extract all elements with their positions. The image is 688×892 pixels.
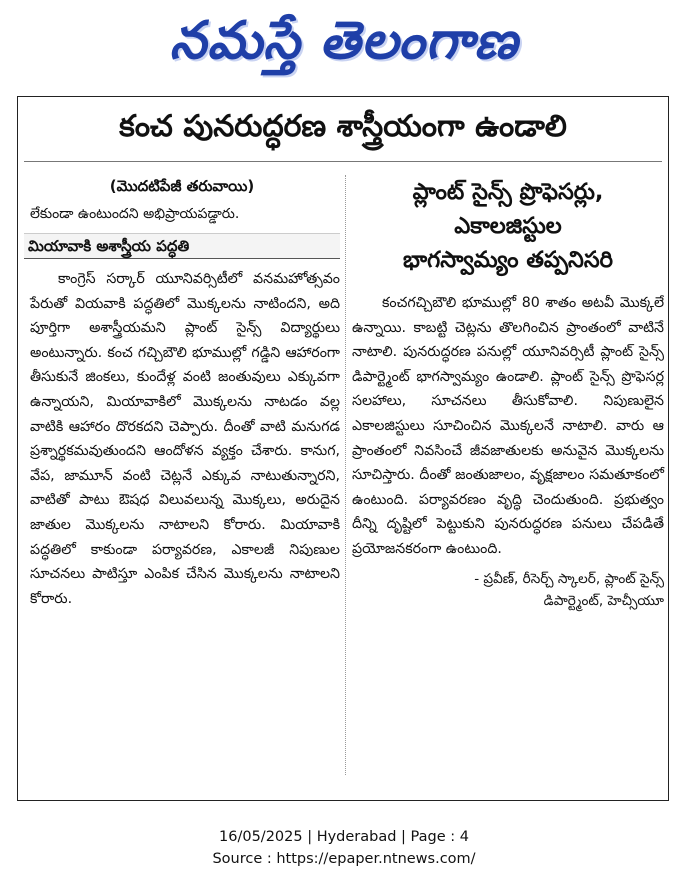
headline-rule — [24, 161, 662, 162]
masthead-logo — [0, 6, 688, 76]
left-column — [24, 175, 340, 611]
sidebar-title-line-1: ప్లాంట్ సైన్స్ ప్రొఫెసర్లు, — [412, 179, 604, 205]
byline-line-1: - ప్రవీణ్, రీసెర్చ్ స్కాలర్, ప్లాంట్ సైన్స్ — [474, 570, 664, 587]
footer-date-location: 16/05/2025 | Hyderabad | Page : 4 — [219, 829, 469, 845]
right-body-text: కంచగచ్చిబౌలి భూముల్లో 80 శాతం అటవీ మొక్కలే ఉన్నాయి. కాబట్టి చెట్లను తొలగించిన ప్రాంతంలో వాటినే నాటాలి. పునరుద్ధరణ పనుల్లో యూనివర్సిటీ ప్లాంట్ సైన్స్ డిపార్ట్మెంట్ భాగస్వామ్యం ఉండాలి. ప్లాంట్ సైన్స్ ప్రొఫెసర్ల సలహాలు, సూచనలు తీసుకోవాలి. నిపుణులైన ఎకాలజిస్టులు సూచించిన మొక్కలనే నాటాలి. వారు ఆ ప్రాంతంలో నివసించే జీవజాతులకు అనువైన మొక్కలను సూచిస్తారు. దీంతో జంతుజాలం, వృక్షజాలం సమతూకంలో ఉంటుంది. పర్యావరణం వృద్ధి చెందుతుంది. ప్రభుత్వం దీన్ని దృష్టిలో పెట్టుకుని పునరుద్ధరణ పనులు చేపడితే ప్రయోజనకరంగా ఉంటుంది. — [352, 295, 664, 557]
section-subhead: మియావాకి అశాస్త్రీయ పద్ధతి — [24, 233, 340, 259]
page-footer — [0, 826, 688, 870]
sidebar-title-line-2: ఎకాలజిస్టుల — [454, 213, 562, 239]
masthead-title: నమస్తే తెలంగాణ — [169, 10, 519, 71]
right-column — [352, 175, 664, 612]
sidebar-title-line-3: భాగస్వామ్యం తప్పనిసరి — [403, 247, 613, 273]
column-divider — [345, 175, 346, 775]
footer-source: Source : https://epaper.ntnews.com/ — [212, 851, 476, 867]
article-headline: కంచ పునరుద్ధరణ శాస్త్రీయంగా ఉండాలి — [119, 109, 567, 144]
article-clipping — [17, 96, 669, 801]
left-body-text: కాంగ్రెస్ సర్కార్ యూనివర్సిటీలో వనమహోత్సవం పేరుతో వియవాకి పద్ధతిలో మొక్కలను నాటిందని, అది పూర్తిగా అశాస్త్రీయమని ప్లాంట్ సైన్స్ విద్యార్థులు అంటున్నారు. కంచ గచ్చిబౌలి భూముల్లో గడ్డిని ఆహారంగా తీసుకునే జింకలు, కుందేళ్ల వంటి జంతువులు ఎక్కువగా ఉన్నాయని, మియావాకిలో మొక్కలను నాటడం వల్ల వాటికి ఆహారం దొరకదని చెప్పారు. దీంతో వాటి మనుగడ ప్రశ్నార్థకమవుతుందని ఆందోళన వ్యక్తం చేశారు. కానుగ, వేప, జామూన్ వంటి చెట్లనే ఎక్కువ నాటుతున్నారని, వాటితో పాటు ఔషధ విలువలున్న మొక్కలు, అరుదైన జాతుల మొక్కలను నాటాలని కోరారు. మియావాకి పద్ధతిలో కాకుండా పర్యావరణ, ఎకాలజీ నిపుణుల సూచనలు పాటిస్తూ ఎంపిక చేసిన మొక్కలను నాటాలని కోరారు. — [30, 271, 340, 607]
continued-from-label: (మొదటిపేజీ తరువాయి) — [109, 177, 255, 195]
byline-line-2: డిపార్ట్మెంట్, హెచ్సీయూ — [543, 592, 664, 609]
lead-line: లేకుండా ఉంటుందని అభిప్రాయపడ్డారు. — [30, 206, 240, 222]
